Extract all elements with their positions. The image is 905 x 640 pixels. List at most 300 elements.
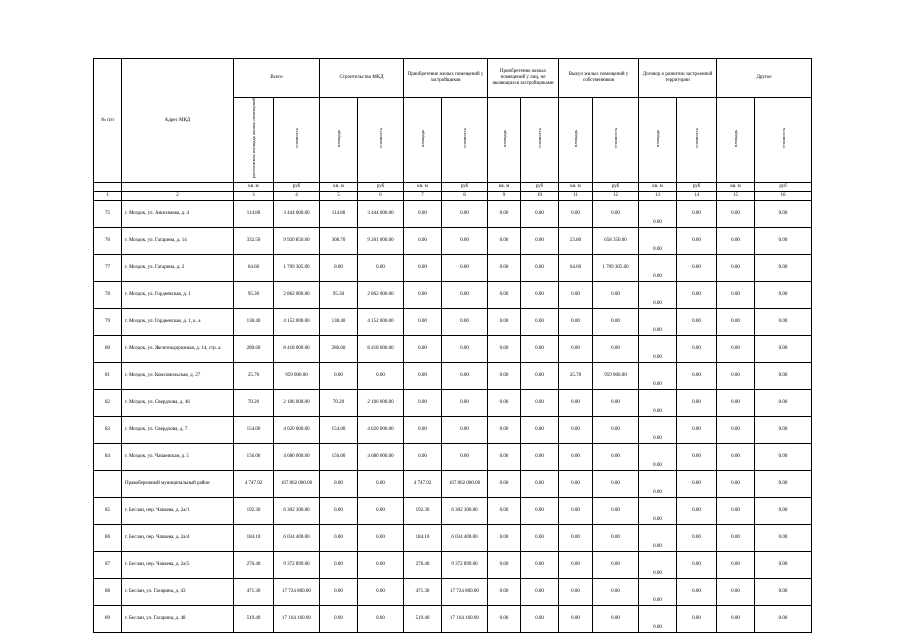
table-cell: 2 106 000.00: [274, 390, 320, 417]
table-cell: 0.00: [488, 498, 521, 525]
table-cell: 3 444 000.00: [274, 201, 320, 228]
unit-cell: руб: [521, 183, 559, 192]
table-row: [94, 498, 812, 525]
table-cell: 0.00: [755, 255, 812, 282]
table-cell: 4 680 000.00: [274, 444, 320, 471]
table-cell: 0.00: [755, 471, 812, 498]
table-cell: 0.00: [717, 606, 755, 633]
table-row: [94, 255, 812, 282]
header-subcolumn: [274, 98, 320, 183]
table-cell: 0.00: [559, 417, 593, 444]
header-address: Адрес МКД: [122, 59, 234, 183]
table-cell: 0.00: [488, 228, 521, 255]
table-cell: 0.00: [717, 390, 755, 417]
table-cell: 0.00: [677, 579, 717, 606]
table-cell: 2 106 000.00: [358, 390, 404, 417]
header-subcolumn: [404, 98, 442, 183]
table-cell: 0.00: [404, 390, 442, 417]
header-subcolumn: [358, 98, 404, 183]
column-number: 5: [320, 192, 358, 201]
row-address: г. Моздок, ул. Гагарина, д. 2: [122, 255, 234, 282]
table-cell: 0.00: [593, 606, 639, 633]
unit-cell: руб: [593, 183, 639, 192]
table-cell: 471.30: [404, 579, 442, 606]
table-cell: 0.00: [593, 444, 639, 471]
row-number: 86: [94, 525, 122, 552]
table-cell: 471.30: [234, 579, 274, 606]
table-cell: 156.00: [234, 444, 274, 471]
table-cell: 0.00: [677, 336, 717, 363]
table-cell: 0.00: [521, 309, 559, 336]
table-cell: 0.00: [593, 309, 639, 336]
table-cell: 959 000.00: [593, 363, 639, 390]
row-address: г. Моздок, ул. Анисимова, д. 4: [122, 201, 234, 228]
table-cell: 0.00: [593, 417, 639, 444]
table-cell: 0.00: [320, 471, 358, 498]
table-cell: 0.00: [639, 309, 677, 336]
header-group: Договор о развитии застроенной территории: [639, 59, 717, 98]
table-cell: 0.00: [755, 390, 812, 417]
table-cell: 0.00: [639, 201, 677, 228]
header-subcolumn: [717, 98, 755, 183]
header-subcolumn-label: расселяемая площадь жилых помещений: [251, 98, 256, 179]
column-number: 15: [717, 192, 755, 201]
table-cell: 0.00: [488, 552, 521, 579]
table-cell: 0.00: [559, 552, 593, 579]
table-cell: 519.40: [234, 606, 274, 633]
table-cell: 9 261 000.00: [358, 228, 404, 255]
table-cell: 0.00: [717, 525, 755, 552]
table-cell: 0.00: [521, 417, 559, 444]
table-cell: 0.00: [717, 498, 755, 525]
header-subcolumn-label: площадь: [336, 129, 342, 148]
column-number: 1: [94, 192, 122, 201]
table-cell: 4 620 000.00: [358, 417, 404, 444]
header-subcolumn-label: стоимость: [294, 128, 299, 149]
table-cell: 0.00: [639, 336, 677, 363]
table-cell: 0.00: [639, 363, 677, 390]
table-cell: 0.00: [358, 363, 404, 390]
table-cell: 0.00: [677, 255, 717, 282]
table-cell: 0.00: [358, 471, 404, 498]
table-cell: 0.00: [677, 498, 717, 525]
table-cell: 6 034 400.00: [274, 525, 320, 552]
header-group: Выкуп жилых помещений у собственников: [559, 59, 639, 98]
table-cell: 0.00: [404, 309, 442, 336]
table-cell: 0.00: [521, 471, 559, 498]
table-cell: 0.00: [593, 282, 639, 309]
table-cell: 0.00: [677, 282, 717, 309]
table-row: [94, 552, 812, 579]
header-group: Приобретение жилых помещений у лиц, не являющихся застройщиками: [488, 59, 559, 98]
table-cell: 0.00: [559, 579, 593, 606]
table-cell: 0.00: [521, 525, 559, 552]
row-address: г. Беслан, ул. Гагарина, д. 43: [122, 579, 234, 606]
table-row: [94, 606, 812, 633]
table-cell: 0.00: [488, 471, 521, 498]
header-subcolumn-label: площадь: [501, 129, 507, 148]
table-cell: 0.00: [320, 525, 358, 552]
column-number: 4: [274, 192, 320, 201]
header-group: Всего: [234, 59, 320, 98]
table-row: [94, 282, 812, 309]
table-cell: 0.00: [488, 282, 521, 309]
table-cell: 0.00: [593, 201, 639, 228]
unit-cell: кв. м: [234, 183, 274, 192]
table-cell: 3 444 000.00: [358, 201, 404, 228]
table-cell: 0.00: [488, 201, 521, 228]
table-cell: 25.70: [559, 363, 593, 390]
row-number: 83: [94, 417, 122, 444]
table-cell: 0.00: [717, 282, 755, 309]
row-address: г. Беслан, пер. Чапаева, д. 2а/5: [122, 552, 234, 579]
table-cell: 0.00: [717, 471, 755, 498]
table-cell: 6 034 400.00: [442, 525, 488, 552]
table-cell: 308.70: [320, 228, 358, 255]
row-address: г. Моздок, ул. Гордеевская, д. 1: [122, 282, 234, 309]
header-subcolumn-label: площадь: [733, 129, 739, 148]
table-cell: 0.00: [404, 363, 442, 390]
header-subcolumn: [234, 98, 274, 183]
header-subcolumn: [593, 98, 639, 183]
table-cell: 17 724 800.00: [274, 579, 320, 606]
table-cell: 184.10: [404, 525, 442, 552]
table-cell: 276.40: [404, 552, 442, 579]
table-cell: 0.00: [717, 579, 755, 606]
table-cell: 4 680 000.00: [358, 444, 404, 471]
header-no: № п/п: [94, 59, 122, 183]
table-cell: 0.00: [559, 336, 593, 363]
table-row: [94, 579, 812, 606]
unit-cell: кв. м: [639, 183, 677, 192]
table-cell: 0.00: [521, 201, 559, 228]
table-cell: 0.00: [639, 471, 677, 498]
column-number: 2: [122, 192, 234, 201]
table-cell: 0.00: [755, 201, 812, 228]
table-cell: 0.00: [717, 336, 755, 363]
table-cell: 0.00: [559, 390, 593, 417]
header-subcolumn: [442, 98, 488, 183]
table-cell: 0.00: [677, 606, 717, 633]
table-cell: 70.20: [320, 390, 358, 417]
header-group: Приобретение жилых помещений у застройщиков: [404, 59, 488, 98]
table-cell: 0.00: [488, 579, 521, 606]
table-cell: 167 062 000.00: [442, 471, 488, 498]
table-cell: 0.00: [717, 255, 755, 282]
column-number: 10: [521, 192, 559, 201]
unit-cell: руб: [755, 183, 812, 192]
table-cell: 0.00: [488, 309, 521, 336]
column-number: 9: [488, 192, 521, 201]
table-cell: 0.00: [755, 363, 812, 390]
table-cell: 0.00: [404, 255, 442, 282]
table-cell: 0.00: [639, 417, 677, 444]
header-group: Другое: [717, 59, 812, 98]
header-subcolumn-label: площадь: [655, 129, 661, 148]
table-cell: 0.00: [521, 444, 559, 471]
table-cell: 0.00: [717, 228, 755, 255]
row-number: [94, 471, 122, 498]
table-cell: 0.00: [442, 417, 488, 444]
table-cell: 4 747.92: [234, 471, 274, 498]
header-subcolumn: [521, 98, 559, 183]
table-cell: 2 862 000.00: [358, 282, 404, 309]
table-cell: 167 062 000.00: [274, 471, 320, 498]
unit-cell: руб: [442, 183, 488, 192]
table-cell: 0.00: [404, 417, 442, 444]
table-cell: 0.00: [488, 363, 521, 390]
table-cell: 0.00: [677, 471, 717, 498]
row-address: г. Моздок, ул. Свердлова, д. 7: [122, 417, 234, 444]
row-number: 78: [94, 282, 122, 309]
table-cell: 0.00: [320, 498, 358, 525]
table-cell: 0.00: [677, 444, 717, 471]
header-subcolumn: [755, 98, 812, 183]
table-cell: 6 302 300.00: [274, 498, 320, 525]
table-cell: 0.00: [521, 336, 559, 363]
column-number: 7: [404, 192, 442, 201]
table-cell: 959 000.00: [274, 363, 320, 390]
table-cell: 0.00: [358, 579, 404, 606]
table-cell: 0.00: [320, 606, 358, 633]
column-number: 11: [559, 192, 593, 201]
header-subcolumn-label: стоимость: [378, 128, 384, 149]
row-address: г. Моздок, ул. Железнодорожная, д. 14, стр. а: [122, 336, 234, 363]
table-cell: 0.00: [639, 444, 677, 471]
table-cell: 4 152 000.00: [274, 309, 320, 336]
table-cell: 0.00: [639, 579, 677, 606]
table-cell: 0.00: [442, 363, 488, 390]
column-number: 13: [639, 192, 677, 201]
table-cell: 0.00: [488, 606, 521, 633]
row-number: 77: [94, 255, 122, 282]
row-number: 79: [94, 309, 122, 336]
row-number: 89: [94, 606, 122, 633]
table-row: [94, 471, 812, 498]
header-subcolumn-label: площадь: [420, 129, 426, 148]
table-cell: 0.00: [717, 363, 755, 390]
table-cell: 1 709 305.00: [274, 255, 320, 282]
table-cell: 9 372 899.00: [442, 552, 488, 579]
header-group: Строительство МКД: [320, 59, 404, 98]
table-cell: 9 920 850.00: [274, 228, 320, 255]
table-cell: 0.00: [521, 579, 559, 606]
column-number: 3: [234, 192, 274, 201]
table-cell: 0.00: [442, 228, 488, 255]
table-cell: 0.00: [559, 498, 593, 525]
table-cell: 0.00: [639, 606, 677, 633]
table-cell: 0.00: [358, 606, 404, 633]
unit-cell: [94, 183, 122, 192]
table-cell: 0.00: [521, 498, 559, 525]
table-cell: 0.00: [521, 255, 559, 282]
row-number: 81: [94, 363, 122, 390]
header-subcolumn-label: стоимость: [694, 128, 700, 149]
table-cell: 0.00: [488, 336, 521, 363]
table-cell: 0.00: [593, 579, 639, 606]
table-cell: 2 862 000.00: [274, 282, 320, 309]
table-cell: 0.00: [358, 552, 404, 579]
unit-cell: кв. м: [488, 183, 521, 192]
table-cell: 0.00: [755, 444, 812, 471]
table-cell: 0.00: [404, 228, 442, 255]
table-cell: 0.00: [488, 417, 521, 444]
table-cell: 0.00: [593, 336, 639, 363]
table-cell: 0.00: [717, 417, 755, 444]
table-cell: 0.00: [677, 552, 717, 579]
table-cell: 0.00: [755, 228, 812, 255]
row-address: Правобережный муниципальный район: [122, 471, 234, 498]
table-cell: 0.00: [639, 255, 677, 282]
row-address: г. Моздок, ул. Гордеевская, д. 1, к. а: [122, 309, 234, 336]
row-address: г. Беслан, пер. Чапаева, д. 2а/1: [122, 498, 234, 525]
table-cell: 0.00: [559, 201, 593, 228]
table-cell: 17 164 160.00: [274, 606, 320, 633]
row-number: 76: [94, 228, 122, 255]
row-number: 80: [94, 336, 122, 363]
table-cell: 4 747.92: [404, 471, 442, 498]
table-cell: 0.00: [639, 390, 677, 417]
table-cell: 0.00: [755, 309, 812, 336]
table-cell: 0.00: [442, 444, 488, 471]
table-cell: 23.80: [559, 228, 593, 255]
table-cell: 658 350.00: [593, 228, 639, 255]
table-cell: 64.60: [559, 255, 593, 282]
unit-cell: кв. м: [717, 183, 755, 192]
table-cell: 192.30: [234, 498, 274, 525]
table-cell: 0.00: [442, 282, 488, 309]
table-cell: 0.00: [442, 201, 488, 228]
header-subcolumn-label: стоимость: [780, 128, 786, 149]
row-address: г. Моздок, ул. Гагарина, д. 14: [122, 228, 234, 255]
header-subcolumn-label: стоимость: [462, 128, 468, 149]
table-cell: 0.00: [677, 309, 717, 336]
table-cell: 0.00: [320, 255, 358, 282]
table-cell: 0.00: [488, 390, 521, 417]
table-cell: 70.20: [234, 390, 274, 417]
table-cell: 0.00: [358, 255, 404, 282]
table-cell: 154.00: [320, 417, 358, 444]
table-cell: 192.30: [404, 498, 442, 525]
table-cell: 332.50: [234, 228, 274, 255]
table-cell: 0.00: [358, 498, 404, 525]
table-cell: 0.00: [559, 282, 593, 309]
table-cell: 0.00: [521, 606, 559, 633]
table-cell: 0.00: [488, 255, 521, 282]
table-cell: 0.00: [593, 525, 639, 552]
table-cell: 0.00: [677, 525, 717, 552]
row-address: г. Беслан, пер. Чапаева, д. 2а/4: [122, 525, 234, 552]
column-number: 14: [677, 192, 717, 201]
header-subcolumn-label: площадь: [573, 129, 579, 148]
table-cell: 0.00: [717, 444, 755, 471]
table-cell: 0.00: [717, 552, 755, 579]
table-cell: 0.00: [521, 552, 559, 579]
table-cell: 0.00: [442, 336, 488, 363]
table-cell: 0.00: [521, 390, 559, 417]
table-cell: 114.80: [320, 201, 358, 228]
table-cell: 0.00: [559, 309, 593, 336]
row-number: 87: [94, 552, 122, 579]
row-number: 88: [94, 579, 122, 606]
table-cell: 0.00: [521, 363, 559, 390]
table-cell: 0.00: [755, 525, 812, 552]
row-number: 85: [94, 498, 122, 525]
table-cell: 0.00: [755, 498, 812, 525]
table-row: [94, 363, 812, 390]
unit-cell: [122, 183, 234, 192]
table-cell: 276.40: [234, 552, 274, 579]
row-address: г. Моздок, ул. Чапаевская, д. 5: [122, 444, 234, 471]
table-cell: 8 418 000.00: [358, 336, 404, 363]
table-cell: 0.00: [755, 417, 812, 444]
table-cell: 0.00: [559, 471, 593, 498]
table-cell: 0.00: [404, 336, 442, 363]
table-cell: 0.00: [755, 282, 812, 309]
table-cell: 0.00: [755, 552, 812, 579]
table-row: [94, 390, 812, 417]
table-cell: 0.00: [755, 606, 812, 633]
table-cell: 0.00: [442, 255, 488, 282]
column-number: 6: [358, 192, 404, 201]
table-cell: 0.00: [404, 201, 442, 228]
table-cell: 0.00: [559, 525, 593, 552]
table-row: [94, 201, 812, 228]
table-row: [94, 228, 812, 255]
column-number: 8: [442, 192, 488, 201]
unit-cell: руб: [274, 183, 320, 192]
column-number: 16: [755, 192, 812, 201]
table-cell: 0.00: [559, 444, 593, 471]
unit-cell: кв. м: [320, 183, 358, 192]
table-cell: 0.00: [442, 309, 488, 336]
table-cell: 0.00: [358, 525, 404, 552]
table-cell: 280.60: [234, 336, 274, 363]
table-cell: 0.00: [488, 444, 521, 471]
table-cell: 0.00: [755, 579, 812, 606]
table-cell: 17 724 800.00: [442, 579, 488, 606]
table-cell: 519.40: [404, 606, 442, 633]
row-address: г. Моздок, ул. Свердлова, д. 46: [122, 390, 234, 417]
table-cell: 0.00: [677, 417, 717, 444]
table-cell: 0.00: [593, 552, 639, 579]
row-address: г. Моздок, ул. Комсомольская, д. 27: [122, 363, 234, 390]
table-cell: 0.00: [404, 444, 442, 471]
table-cell: 0.00: [717, 201, 755, 228]
table-cell: 0.00: [677, 390, 717, 417]
header-subcolumn: [677, 98, 717, 183]
table-cell: 95.30: [320, 282, 358, 309]
table-cell: 0.00: [404, 282, 442, 309]
table-row: [94, 336, 812, 363]
table-cell: 156.00: [320, 444, 358, 471]
table-cell: 114.80: [234, 201, 274, 228]
table-cell: 0.00: [639, 552, 677, 579]
table-cell: 138.40: [234, 309, 274, 336]
table-cell: 0.00: [593, 498, 639, 525]
table-cell: 0.00: [521, 228, 559, 255]
table-row: [94, 525, 812, 552]
table-cell: 0.00: [320, 552, 358, 579]
table-cell: 138.40: [320, 309, 358, 336]
table-cell: 0.00: [320, 579, 358, 606]
table-row: [94, 309, 812, 336]
table-cell: 0.00: [639, 228, 677, 255]
unit-cell: кв. м: [404, 183, 442, 192]
table-cell: 154.00: [234, 417, 274, 444]
header-subcolumn-label: стоимость: [537, 128, 543, 149]
table-cell: 0.00: [677, 363, 717, 390]
